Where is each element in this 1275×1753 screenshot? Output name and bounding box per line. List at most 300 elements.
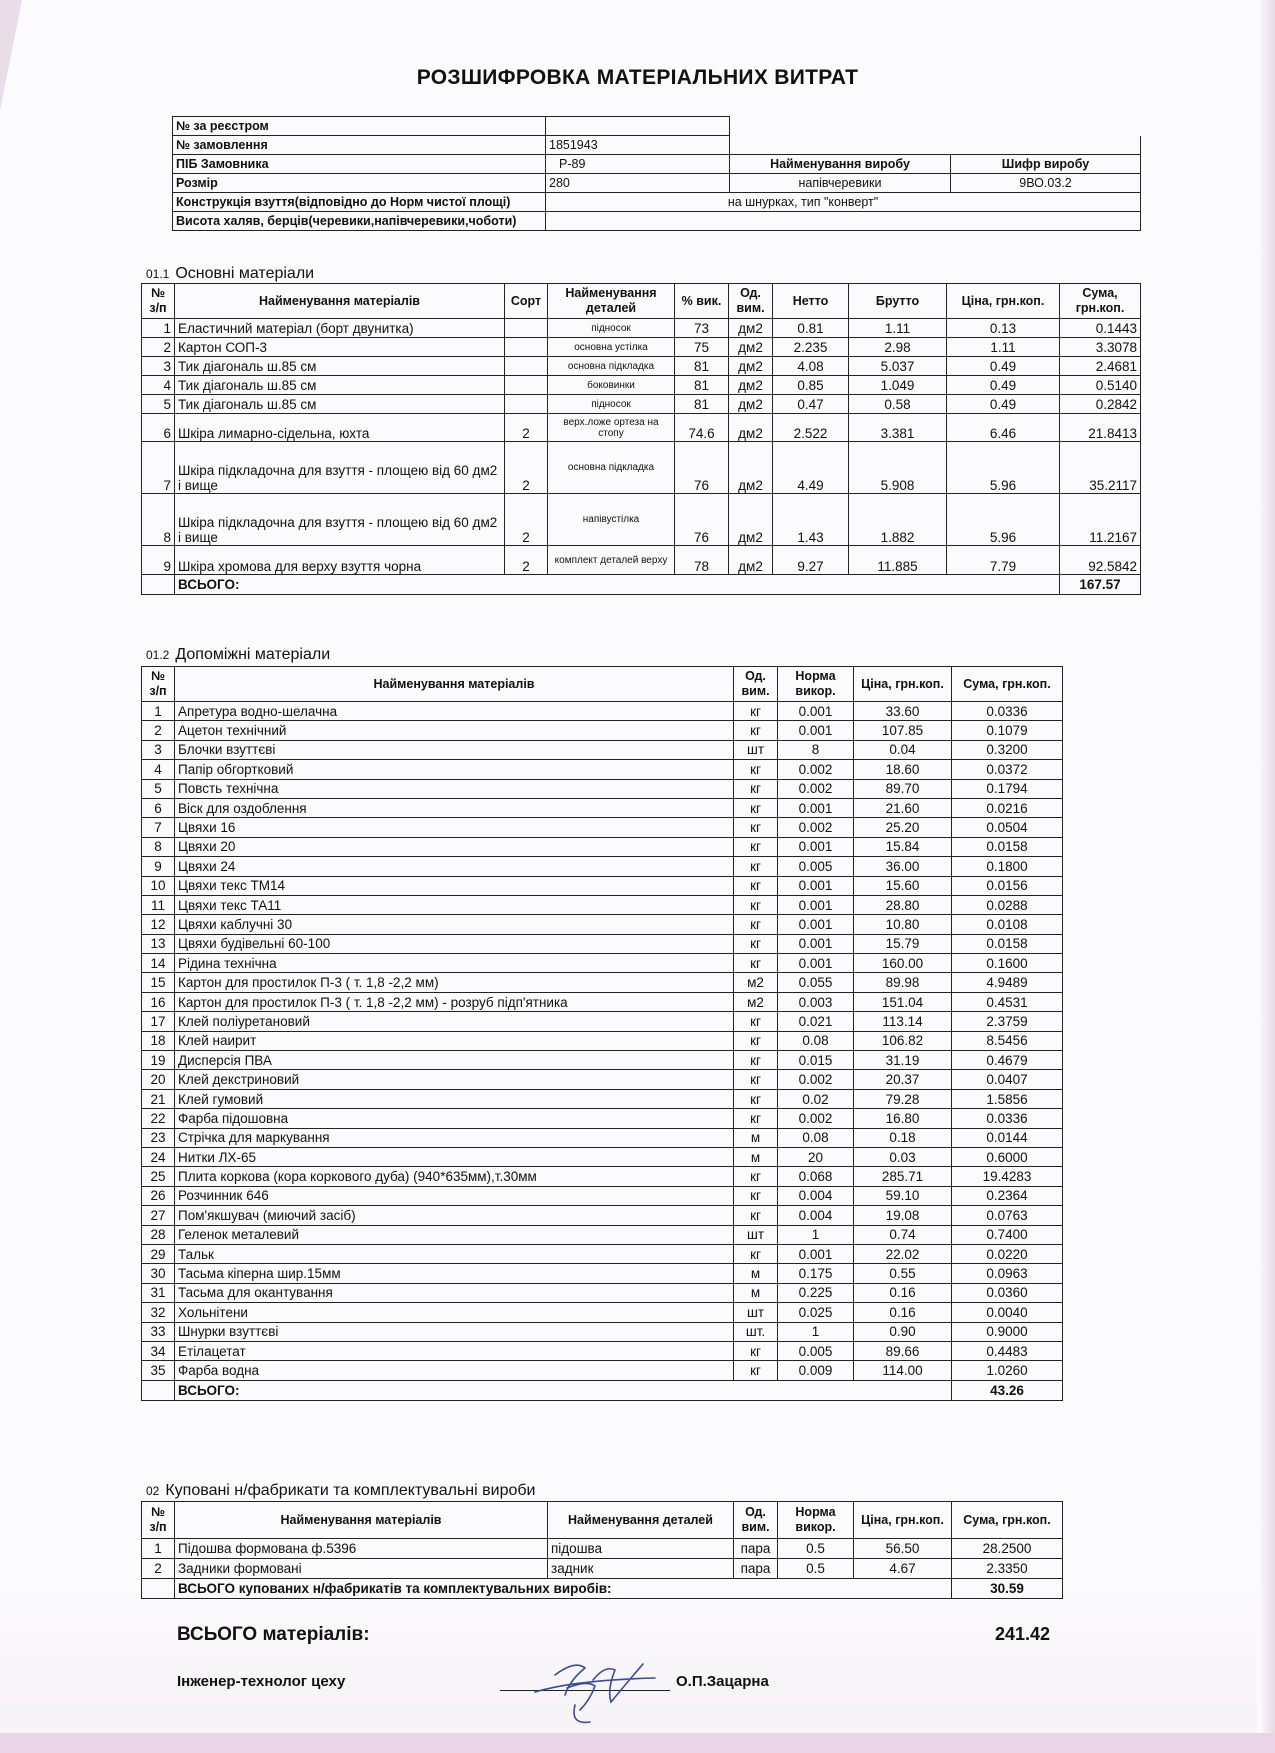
price-value: 36.00 bbox=[854, 857, 952, 876]
price-value: 28.80 bbox=[854, 895, 952, 914]
sum-value: 0.0040 bbox=[952, 1303, 1063, 1322]
row-num: 3 bbox=[142, 357, 175, 376]
row-num: 20 bbox=[142, 1070, 175, 1089]
height-value bbox=[546, 212, 1141, 231]
row-num: 1 bbox=[142, 1539, 175, 1559]
unit-value: дм2 bbox=[729, 546, 773, 575]
price-value: 21.60 bbox=[854, 798, 952, 817]
row-num: 21 bbox=[142, 1089, 175, 1108]
material-name: Пом'якшувач (миючий засіб) bbox=[175, 1206, 734, 1225]
sum-value: 92.5842 bbox=[1060, 546, 1141, 575]
unit-value: дм2 bbox=[729, 376, 773, 395]
sum-value: 0.2364 bbox=[952, 1186, 1063, 1205]
price-value: 160.00 bbox=[854, 954, 952, 973]
section-purchased-title: Куповані н/фабрикати та комплектувальні вироби bbox=[165, 1482, 536, 1499]
unit-value: кг bbox=[734, 1031, 778, 1050]
table-row bbox=[142, 760, 1063, 779]
unit-value: кг bbox=[734, 915, 778, 934]
unit-value: кг bbox=[734, 1186, 778, 1205]
net-value: 2.235 bbox=[773, 338, 849, 357]
price-value: 25.20 bbox=[854, 818, 952, 837]
product-code-label: Шифр виробу bbox=[951, 155, 1141, 174]
section-aux-number: 01.2 bbox=[146, 648, 170, 662]
sort-value: 2 bbox=[505, 494, 548, 546]
norm-value: 1 bbox=[778, 1322, 854, 1341]
detail-name: підносок bbox=[548, 319, 675, 338]
sum-value: 28.2500 bbox=[952, 1539, 1063, 1559]
row-num: 26 bbox=[142, 1186, 175, 1205]
purchased-total-label: ВСЬОГО купованих н/фабрикатів та комплектувальних виробів: bbox=[175, 1579, 952, 1599]
row-num: 9 bbox=[142, 857, 175, 876]
unit-value: кг bbox=[734, 1089, 778, 1108]
row-num: 5 bbox=[142, 779, 175, 798]
price-value: 89.98 bbox=[854, 973, 952, 992]
p-col-detail: Найменування деталей bbox=[548, 1502, 734, 1539]
sum-value: 0.0288 bbox=[952, 895, 1063, 914]
row-num: 16 bbox=[142, 992, 175, 1011]
sum-value: 0.0144 bbox=[952, 1128, 1063, 1147]
material-name: Задники формовані bbox=[175, 1559, 548, 1579]
row-num: 24 bbox=[142, 1147, 175, 1166]
table-row bbox=[142, 1322, 1063, 1341]
order-label: № замовлення bbox=[173, 136, 546, 155]
row-num: 33 bbox=[142, 1322, 175, 1341]
table-row bbox=[142, 1361, 1063, 1380]
price-value: 0.13 bbox=[947, 319, 1060, 338]
sum-value: 0.0220 bbox=[952, 1244, 1063, 1263]
sum-value: 0.4679 bbox=[952, 1051, 1063, 1070]
unit-value: дм2 bbox=[729, 414, 773, 442]
material-name: Шкіра лимарно-сідельна, юхта bbox=[175, 414, 505, 442]
pct-value: 75 bbox=[675, 338, 729, 357]
price-value: 89.70 bbox=[854, 779, 952, 798]
row-num: 2 bbox=[142, 721, 175, 740]
sort-value bbox=[505, 357, 548, 376]
col-price: Ціна, грн.коп. bbox=[947, 284, 1060, 319]
sum-value: 0.5140 bbox=[1060, 376, 1141, 395]
scan-corner-shadow bbox=[0, 0, 22, 110]
price-value: 0.49 bbox=[947, 376, 1060, 395]
unit-value: кг bbox=[734, 1361, 778, 1380]
unit-value: м bbox=[734, 1128, 778, 1147]
row-num: 8 bbox=[142, 837, 175, 856]
row-num: 6 bbox=[142, 798, 175, 817]
table-row bbox=[142, 1341, 1063, 1360]
construction-value bbox=[546, 193, 1141, 212]
price-value: 22.02 bbox=[854, 1244, 952, 1263]
unit-value: кг bbox=[734, 837, 778, 856]
sort-value: 2 bbox=[505, 414, 548, 442]
pct-value: 78 bbox=[675, 546, 729, 575]
unit-value: дм2 bbox=[729, 395, 773, 414]
net-value: 0.47 bbox=[773, 395, 849, 414]
price-value: 7.79 bbox=[947, 546, 1060, 575]
sum-value: 0.4483 bbox=[952, 1341, 1063, 1360]
material-name: Тасьма кіперна шир.15мм bbox=[175, 1264, 734, 1283]
norm-value: 0.001 bbox=[778, 895, 854, 914]
unit-value: кг bbox=[734, 1070, 778, 1089]
row-num: 13 bbox=[142, 934, 175, 953]
unit-value: кг bbox=[734, 760, 778, 779]
table-row bbox=[142, 1539, 1063, 1559]
row-num: 31 bbox=[142, 1283, 175, 1302]
table-row bbox=[142, 992, 1063, 1011]
row-num: 10 bbox=[142, 876, 175, 895]
norm-value: 0.002 bbox=[778, 760, 854, 779]
gross-value: 1.049 bbox=[849, 376, 947, 395]
sort-value bbox=[505, 319, 548, 338]
norm-value: 0.003 bbox=[778, 992, 854, 1011]
table-row bbox=[142, 494, 1141, 546]
sum-value: 0.4531 bbox=[952, 992, 1063, 1011]
table-row bbox=[142, 1303, 1063, 1322]
norm-value: 0.025 bbox=[778, 1303, 854, 1322]
sum-value: 1.0260 bbox=[952, 1361, 1063, 1380]
product-name-label: Найменування виробу bbox=[730, 155, 951, 174]
price-value: 0.16 bbox=[854, 1283, 952, 1302]
net-value: 9.27 bbox=[773, 546, 849, 575]
aux-materials-table bbox=[141, 666, 1063, 1401]
unit-value: м bbox=[734, 1264, 778, 1283]
norm-value: 0.5 bbox=[778, 1559, 854, 1579]
price-value: 6.46 bbox=[947, 414, 1060, 442]
price-value: 15.84 bbox=[854, 837, 952, 856]
net-value: 1.43 bbox=[773, 494, 849, 546]
purchased-total-value: 30.59 bbox=[952, 1579, 1063, 1599]
p-col-price: Ціна, грн.коп. bbox=[854, 1502, 952, 1539]
material-name: Віск для оздоблення bbox=[175, 798, 734, 817]
net-value: 2.522 bbox=[773, 414, 849, 442]
unit-value: кг bbox=[734, 895, 778, 914]
material-name: Геленок металевий bbox=[175, 1225, 734, 1244]
sum-value: 0.0963 bbox=[952, 1264, 1063, 1283]
table-row bbox=[142, 1186, 1063, 1205]
material-name: Шкіра підкладочна для взуття - площею від 60 дм2 і вище bbox=[175, 494, 505, 546]
row-num: 29 bbox=[142, 1244, 175, 1263]
aux-col-sum: Сума, грн.коп. bbox=[952, 667, 1063, 702]
price-value: 16.80 bbox=[854, 1109, 952, 1128]
construction-value-text: на шнурках, тип "конверт" bbox=[727, 194, 879, 209]
norm-value: 0.002 bbox=[778, 1109, 854, 1128]
table-row bbox=[142, 779, 1063, 798]
row-num: 6 bbox=[142, 414, 175, 442]
pct-value: 76 bbox=[675, 442, 729, 494]
unit-value: кг bbox=[734, 1109, 778, 1128]
norm-value: 0.021 bbox=[778, 1012, 854, 1031]
norm-value: 1 bbox=[778, 1225, 854, 1244]
norm-value: 0.004 bbox=[778, 1206, 854, 1225]
material-name: Фарба водна bbox=[175, 1361, 734, 1380]
row-num: 32 bbox=[142, 1303, 175, 1322]
sum-value: 0.2842 bbox=[1060, 395, 1141, 414]
table-row bbox=[142, 857, 1063, 876]
sum-value: 0.0158 bbox=[952, 837, 1063, 856]
col-unit: Од. вим. bbox=[729, 284, 773, 319]
section-main-title: Основні матеріали bbox=[175, 265, 315, 282]
sum-value: 0.0372 bbox=[952, 760, 1063, 779]
row-num: 30 bbox=[142, 1264, 175, 1283]
norm-value: 0.005 bbox=[778, 1341, 854, 1360]
sort-value: 2 bbox=[505, 546, 548, 575]
material-name: Тик діагональ ш.85 см bbox=[175, 357, 505, 376]
row-num: 22 bbox=[142, 1109, 175, 1128]
price-value: 10.80 bbox=[854, 915, 952, 934]
norm-value: 0.002 bbox=[778, 779, 854, 798]
price-value: 59.10 bbox=[854, 1186, 952, 1205]
table-row bbox=[142, 395, 1141, 414]
price-value: 0.18 bbox=[854, 1128, 952, 1147]
aux-col-norm: Норма викор. bbox=[778, 667, 854, 702]
detail-name: верх.ложе ортеза на стопу bbox=[548, 414, 675, 442]
price-value: 114.00 bbox=[854, 1361, 952, 1380]
col-sort: Сорт bbox=[505, 284, 548, 319]
reg-value bbox=[546, 117, 730, 136]
col-sum: Сума, грн.коп. bbox=[1060, 284, 1141, 319]
gross-value: 0.58 bbox=[849, 395, 947, 414]
unit-value: кг bbox=[734, 1244, 778, 1263]
price-value: 1.11 bbox=[947, 338, 1060, 357]
norm-value: 0.015 bbox=[778, 1051, 854, 1070]
material-name: Тик діагональ ш.85 см bbox=[175, 395, 505, 414]
table-row bbox=[142, 338, 1141, 357]
unit-value: кг bbox=[734, 721, 778, 740]
unit-value: шт bbox=[734, 1303, 778, 1322]
table-row bbox=[142, 1109, 1063, 1128]
price-value: 33.60 bbox=[854, 702, 952, 721]
col-pct: % вик. bbox=[675, 284, 729, 319]
unit-value: кг bbox=[734, 1341, 778, 1360]
norm-value: 0.001 bbox=[778, 798, 854, 817]
norm-value: 0.5 bbox=[778, 1539, 854, 1559]
sum-value: 0.0504 bbox=[952, 818, 1063, 837]
price-value: 0.04 bbox=[854, 740, 952, 759]
net-value: 0.81 bbox=[773, 319, 849, 338]
sum-value: 0.1443 bbox=[1060, 319, 1141, 338]
detail-name: основна підкладка bbox=[548, 442, 675, 494]
row-num: 8 bbox=[142, 494, 175, 546]
unit-value: дм2 bbox=[729, 338, 773, 357]
pct-value: 73 bbox=[675, 319, 729, 338]
construction-label: Конструкція взуття(відповідно до Норм чистої площі) bbox=[173, 193, 546, 212]
price-value: 107.85 bbox=[854, 721, 952, 740]
material-name: Папір обгортковий bbox=[175, 760, 734, 779]
price-value: 31.19 bbox=[854, 1051, 952, 1070]
sum-value: 0.0216 bbox=[952, 798, 1063, 817]
scan-bottom-strip bbox=[0, 1733, 1275, 1753]
aux-total-value: 43.26 bbox=[952, 1380, 1063, 1400]
p-col-name: Найменування матеріалів bbox=[175, 1502, 548, 1539]
size-label: Розмір bbox=[173, 174, 546, 193]
gross-value: 1.11 bbox=[849, 319, 947, 338]
purchased-items-table bbox=[141, 1501, 1063, 1599]
price-value: 0.55 bbox=[854, 1264, 952, 1283]
row-num: 7 bbox=[142, 442, 175, 494]
sort-value bbox=[505, 395, 548, 414]
table-row bbox=[142, 1264, 1063, 1283]
pct-value: 81 bbox=[675, 395, 729, 414]
row-num: 28 bbox=[142, 1225, 175, 1244]
unit-value: пара bbox=[734, 1559, 778, 1579]
sum-value: 0.9000 bbox=[952, 1322, 1063, 1341]
detail-name: напівустілка bbox=[548, 494, 675, 546]
col-detail: Найменування деталей bbox=[548, 284, 675, 319]
signature bbox=[515, 1650, 665, 1730]
unit-value: кг bbox=[734, 1167, 778, 1186]
material-name: Клей декстриновий bbox=[175, 1070, 734, 1089]
row-num: 4 bbox=[142, 760, 175, 779]
table-row bbox=[142, 973, 1063, 992]
row-num: 11 bbox=[142, 895, 175, 914]
table-row bbox=[142, 1031, 1063, 1050]
table-row bbox=[142, 954, 1063, 973]
size-value: 280 bbox=[546, 174, 730, 193]
pct-value: 81 bbox=[675, 376, 729, 395]
norm-value: 0.001 bbox=[778, 934, 854, 953]
p-col-sum: Сума, грн.коп. bbox=[952, 1502, 1063, 1539]
row-num: 14 bbox=[142, 954, 175, 973]
table-row bbox=[142, 414, 1141, 442]
sum-value: 0.0158 bbox=[952, 934, 1063, 953]
table-row bbox=[142, 442, 1141, 494]
table-row bbox=[142, 1559, 1063, 1579]
norm-value: 0.002 bbox=[778, 818, 854, 837]
material-name: Цвяхи 24 bbox=[175, 857, 734, 876]
col-num: № з/п bbox=[142, 284, 175, 319]
row-num: 27 bbox=[142, 1206, 175, 1225]
table-row bbox=[142, 1089, 1063, 1108]
table-row bbox=[142, 1206, 1063, 1225]
norm-value: 20 bbox=[778, 1147, 854, 1166]
price-value: 79.28 bbox=[854, 1089, 952, 1108]
net-value: 0.85 bbox=[773, 376, 849, 395]
row-num: 12 bbox=[142, 915, 175, 934]
norm-value: 0.009 bbox=[778, 1361, 854, 1380]
sum-value: 2.3759 bbox=[952, 1012, 1063, 1031]
material-name: Хольнітени bbox=[175, 1303, 734, 1322]
material-name: Ацетон технічний bbox=[175, 721, 734, 740]
material-name: Тасьма для окантування bbox=[175, 1283, 734, 1302]
norm-value: 0.001 bbox=[778, 702, 854, 721]
section-aux-title: Допоміжні матеріали bbox=[175, 646, 331, 663]
row-num: 3 bbox=[142, 740, 175, 759]
p-col-unit: Од. вим. bbox=[734, 1502, 778, 1539]
price-value: 5.96 bbox=[947, 494, 1060, 546]
table-row bbox=[142, 546, 1141, 575]
sum-value: 2.3350 bbox=[952, 1559, 1063, 1579]
material-name: Тальк bbox=[175, 1244, 734, 1263]
detail-name: задник bbox=[548, 1559, 734, 1579]
grand-total-label: ВСЬОГО матеріалів: bbox=[177, 1624, 370, 1645]
row-num: 1 bbox=[142, 319, 175, 338]
main-total-value: 167.57 bbox=[1060, 575, 1141, 595]
scan-edge-shadow bbox=[1257, 0, 1275, 1753]
aux-col-price: Ціна, грн.коп. bbox=[854, 667, 952, 702]
table-row bbox=[142, 876, 1063, 895]
material-name: Клей гумовий bbox=[175, 1089, 734, 1108]
price-value: 0.74 bbox=[854, 1225, 952, 1244]
table-row bbox=[142, 895, 1063, 914]
material-name: Цвяхи текс ТМ14 bbox=[175, 876, 734, 895]
col-gross: Брутто bbox=[849, 284, 947, 319]
sum-value: 0.1079 bbox=[952, 721, 1063, 740]
price-value: 0.16 bbox=[854, 1303, 952, 1322]
product-code-value: 9ВО.03.2 bbox=[951, 174, 1141, 193]
sum-value: 0.1800 bbox=[952, 857, 1063, 876]
norm-value: 0.004 bbox=[778, 1186, 854, 1205]
pct-value: 74.6 bbox=[675, 414, 729, 442]
aux-col-num: № з/п bbox=[142, 667, 175, 702]
price-value: 113.14 bbox=[854, 1012, 952, 1031]
unit-value: м bbox=[734, 1147, 778, 1166]
p-col-norm: Норма викор. bbox=[778, 1502, 854, 1539]
unit-value: м bbox=[734, 1283, 778, 1302]
unit-value: кг bbox=[734, 798, 778, 817]
price-value: 0.49 bbox=[947, 357, 1060, 376]
material-name: Цвяхи будівельні 60-100 bbox=[175, 934, 734, 953]
unit-value: шт. bbox=[734, 1322, 778, 1341]
material-name: Апретура водно-шелачна bbox=[175, 702, 734, 721]
p-col-num: № з/п bbox=[142, 1502, 175, 1539]
unit-value: кг bbox=[734, 1206, 778, 1225]
row-num: 35 bbox=[142, 1361, 175, 1380]
col-name: Найменування матеріалів bbox=[175, 284, 505, 319]
material-name: Цвяхи каблучні 30 bbox=[175, 915, 734, 934]
table-row bbox=[142, 721, 1063, 740]
material-name: Тик діагональ ш.85 см bbox=[175, 376, 505, 395]
price-value: 0.03 bbox=[854, 1147, 952, 1166]
material-name: Цвяхи 20 bbox=[175, 837, 734, 856]
row-num: 4 bbox=[142, 376, 175, 395]
price-value: 4.67 bbox=[854, 1559, 952, 1579]
row-num: 2 bbox=[142, 338, 175, 357]
row-num: 5 bbox=[142, 395, 175, 414]
table-row bbox=[142, 1051, 1063, 1070]
grand-total-value: 241.42 bbox=[995, 1624, 1051, 1644]
table-row bbox=[142, 798, 1063, 817]
unit-value: м2 bbox=[734, 973, 778, 992]
detail-name: підносок bbox=[548, 395, 675, 414]
price-value: 285.71 bbox=[854, 1167, 952, 1186]
unit-value: кг bbox=[734, 779, 778, 798]
gross-value: 1.882 bbox=[849, 494, 947, 546]
sum-value: 0.1600 bbox=[952, 954, 1063, 973]
material-name: Картон СОП-3 bbox=[175, 338, 505, 357]
price-value: 15.79 bbox=[854, 934, 952, 953]
sort-value bbox=[505, 338, 548, 357]
material-name: Шнурки взуттєві bbox=[175, 1322, 734, 1341]
unit-value: кг bbox=[734, 954, 778, 973]
engineer-name: О.П.Зацарна bbox=[676, 1673, 769, 1690]
norm-value: 0.175 bbox=[778, 1264, 854, 1283]
pct-value: 81 bbox=[675, 357, 729, 376]
row-num: 23 bbox=[142, 1128, 175, 1147]
price-value: 15.60 bbox=[854, 876, 952, 895]
document-title: РОЗШИФРОВКА МАТЕРІАЛЬНИХ ВИТРАТ bbox=[416, 66, 859, 89]
table-row bbox=[142, 1244, 1063, 1263]
table-row bbox=[142, 319, 1141, 338]
norm-value: 0.001 bbox=[778, 1244, 854, 1263]
row-num: 1 bbox=[142, 702, 175, 721]
material-name: Картон для простилок П-3 ( т. 1,8 -2,2 мм) bbox=[175, 973, 734, 992]
customer-value bbox=[546, 155, 730, 174]
sum-value: 21.8413 bbox=[1060, 414, 1141, 442]
norm-value: 0.055 bbox=[778, 973, 854, 992]
table-row bbox=[142, 702, 1063, 721]
order-value: 1851943 bbox=[546, 136, 730, 155]
table-row bbox=[142, 1070, 1063, 1089]
material-name: Цвяхи текс ТА11 bbox=[175, 895, 734, 914]
net-value: 4.08 bbox=[773, 357, 849, 376]
